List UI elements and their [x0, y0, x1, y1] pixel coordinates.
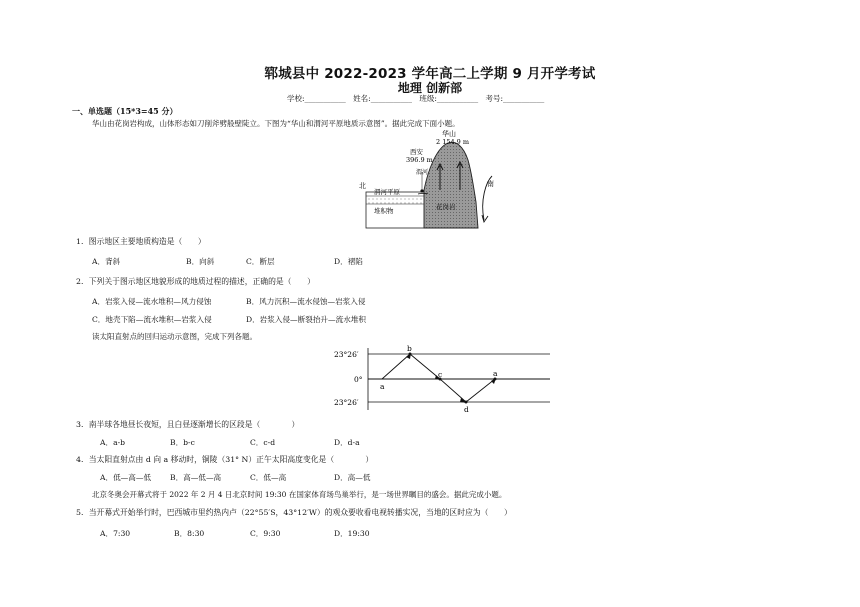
- question-1-stem: 1．图示地区主要地质构造是（ ）: [76, 237, 206, 246]
- question-5-option-b: B．8:30: [174, 529, 205, 538]
- question-3-option-c: C．c-d: [250, 438, 276, 447]
- name-field: 姓名:___________: [353, 94, 412, 103]
- question-3-option-b: B．b-c: [170, 438, 195, 447]
- question-2-option-a: A．岩浆入侵—流水堆积—风力侵蚀: [92, 297, 212, 306]
- exam-number-field: 考号:___________: [485, 94, 545, 103]
- question-1-option-d: D．褶陷: [334, 257, 363, 266]
- question-1-option-c: C．断层: [246, 257, 275, 266]
- lat-label-south: 23°26′: [334, 398, 359, 407]
- huashan-geology-figure: [356, 130, 506, 230]
- question-5-stem: 5．当开幕式开始举行时，巴西城市里约热内卢（22°55′S，43°12′W）的观众要收看电视转播实况，当地的区时应为（ ）: [76, 508, 512, 517]
- subsolar-point-figure: [320, 344, 560, 416]
- question-4-option-c: C．低—高: [250, 473, 287, 482]
- question-2-option-c: C．地壳下陷—流水堆积—岩浆入侵: [92, 315, 212, 324]
- intro-paragraph-3: 北京冬奥会开幕式将于 2022 年 2 月 4 日北京时间 19:30 在国家体育场鸟巢举行，是一场世界瞩目的盛会。据此完成小题。: [92, 490, 507, 499]
- question-5-option-c: C．9:30: [250, 529, 281, 538]
- question-4-option-d: D．高—低: [334, 473, 371, 482]
- point-label-b: b: [407, 344, 412, 353]
- intro-paragraph-2: 读太阳直射点的回归运动示意图，完成下列各题。: [92, 332, 257, 341]
- question-4-stem: 4．当太阳直射点由 d 向 a 移动时，铜陵（31° N）正午太阳高度变化是（ ）: [76, 455, 374, 464]
- huashan-label: 华山: [442, 130, 456, 138]
- lat-label-equator: 0°: [354, 375, 363, 384]
- question-3-option-a: A．a-b: [100, 438, 126, 447]
- question-1-option-a: A．背斜: [92, 257, 121, 266]
- question-2-option-d: D．岩浆入侵—断裂抬升—流水堆积: [246, 315, 366, 324]
- intro-paragraph-1: 华山由花岗岩构成，山体形态如刀削斧劈般壁陡立。下图为“华山和渭河平原地质示意图”。据此完成下面小题。: [92, 119, 460, 128]
- question-5-option-a: A．7:30: [100, 529, 131, 538]
- huashan-height-label: 2 154.9 m: [436, 138, 470, 146]
- point-label-a-end: a: [493, 369, 498, 378]
- point-label-c: c: [438, 370, 443, 379]
- question-3-stem: 3．南半球各地昼长夜短，且白昼逐渐增长的区段是（ ）: [76, 420, 300, 429]
- school-field: 学校:___________: [287, 94, 346, 103]
- point-label-d: d: [464, 405, 469, 414]
- plain-label: 渭河平原: [374, 188, 400, 196]
- weihe-label: 渭河: [416, 169, 429, 176]
- point-label-a-start: a: [380, 382, 385, 391]
- question-3-option-d: D．d-a: [334, 438, 360, 447]
- class-field: 班级:___________: [419, 94, 479, 103]
- question-2-stem: 2．下列关于图示地区地貌形成的地质过程的描述，正确的是（ ）: [76, 277, 315, 286]
- sediment-label: 堆积物: [374, 207, 394, 215]
- exam-subtitle: 地理 创新部: [397, 81, 463, 95]
- south-label: 南: [487, 180, 494, 188]
- question-1-option-b: B．向斜: [186, 257, 215, 266]
- xian-height-label: 396.9 m: [406, 156, 433, 164]
- granite-label: 花岗岩: [436, 203, 456, 211]
- question-5-option-d: D．19:30: [334, 529, 370, 538]
- exam-title: 郓城县中 2022-2023 学年高二上学期 9 月开学考试: [264, 66, 596, 82]
- lat-label-north: 23°26′: [334, 350, 359, 359]
- student-info-row: [287, 93, 549, 104]
- xian-label: 西安: [410, 148, 423, 156]
- question-4-option-a: A．低—高—低: [100, 473, 152, 482]
- question-4-option-b: B．高—低—高: [170, 473, 222, 482]
- north-label: 北: [359, 182, 366, 190]
- section-heading: 一、单选题（15*3=45 分）: [72, 106, 178, 116]
- question-2-option-b: B．风力沉积—流水侵蚀—岩浆入侵: [246, 297, 366, 306]
